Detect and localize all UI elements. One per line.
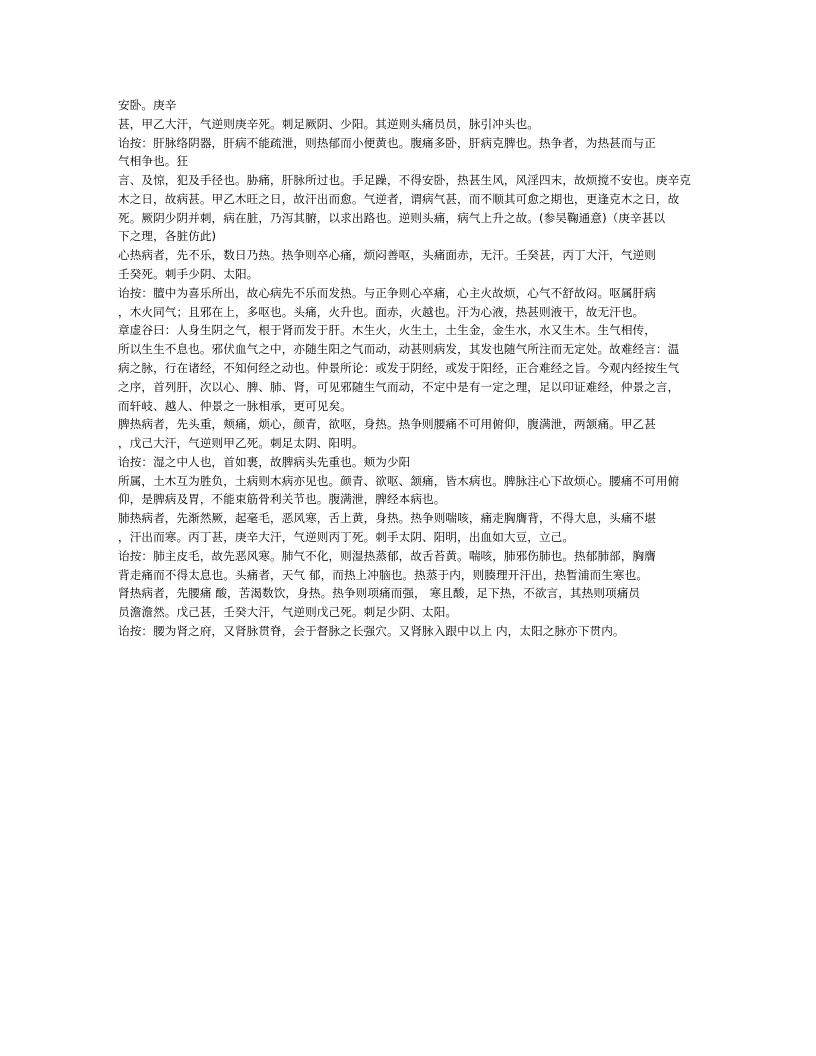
text-line: 诒按：肺主皮毛，故先恶风寒。肺气不化，则湿热蒸郁，故舌苔黄。喘咳，肺邪伤肺也。热郁肺部，胸膺 xyxy=(118,548,656,563)
text-line: 木之日，故病甚。甲乙木旺之日，故汗出而愈。气逆者，谓病气甚，而不顺其可愈之期也，更逢克木之日，故 xyxy=(118,191,680,206)
text-line: 诒按：膻中为喜乐所出，故心病先不乐而发热。与正争则心卒痛，心主火故烦，心气不舒故闷。呕属肝病 xyxy=(118,285,656,300)
text-line: 下之理，各脏仿此) xyxy=(118,229,217,244)
text-line: 甚，甲乙大汗，气逆则庚辛死。刺足厥阴、少阳。其逆则头痛员员，脉引冲头也。 xyxy=(118,116,539,131)
text-line: 言、及惊，犯及手径也。胁痛，肝脉所过也。手足躁，不得安卧，热甚生风，风淫四末，故烦搅不安也。庚辛克 xyxy=(118,173,691,188)
text-line: 肺热病者，先渐然厥，起毫毛，恶风寒，舌上黄，身热。热争则喘咳，痛走胸膺背，不得大息，头痛不堪 xyxy=(118,511,656,526)
text-line: 背走痛而不得太息也。头痛者，天气 郁，而热上冲脑也。热蒸于内，则腠理开汗出，热暂浦而生寒也。 xyxy=(118,567,649,582)
text-line: 员澹澹然。戊己甚，壬癸大汗，气逆则戊己死。刺足少阴、太阳。 xyxy=(118,605,458,620)
text-line: 诒按：湿之中人也，首如裹，故脾病头先重也。颊为少阳 xyxy=(118,454,411,469)
text-line: 诒按：肝脉络阴器，肝病不能疏泄，则热郁而小便黄也。腹痛多卧，肝病克脾也。热争者，为热甚而与正 xyxy=(118,135,656,150)
document-text-body xyxy=(118,96,698,641)
text-line: 病之脉，行在诸经，不知何经之动也。仲景所论：或发于阴经，或发于阳经，正合难经之旨。今观内经按生气 xyxy=(118,360,680,375)
text-line: 章虚谷曰：人身生阴之气，根于肾而发于肝。木生火，火生土，土生金，金生水，水又生木。生气相传， xyxy=(118,323,656,338)
text-line: ，木火同气；且邪在上，多呕也。头痛，火升也。面赤，火越也。汗为心液，热甚则液干，故无汗也。 xyxy=(118,304,645,319)
text-line: 仰，是脾病及胃，不能束筋骨利关节也。腹满泄，脾经本病也。 xyxy=(118,492,446,507)
text-line: 所以生生不息也。邪伏血气之中，亦随生阳之气而动，动甚则病发，其发也随气所注而无定处。故难经言：温 xyxy=(118,342,680,357)
text-line: 而轩岐、越人、仲景之一脉相承，更可见矣。 xyxy=(118,398,352,413)
text-line: 安卧。庚辛 xyxy=(118,98,177,112)
text-line: 脾热病者，先头重，颊痛，烦心，颜青，欲呕，身热。热争则腰痛不可用俯仰，腹满泄，两颔痛。甲乙甚 xyxy=(118,417,656,432)
text-line: 诒按：腰为肾之府，又肾脉贯脊，会于督脉之长强穴。又肾脉入跟中以上 内，太阳之脉亦下贯内。 xyxy=(118,623,625,638)
text-line: 之序，首列肝，次以心、脾、肺、肾，可见邪随生气而动，不定中是有一定之理，足以印证难经，仲景之言， xyxy=(118,379,680,394)
text-line: 所属，土木互为胜负，土病则木病亦见也。颜青、欲呕、颔痛，皆木病也。脾脉注心下故烦心。腰痛不可用俯 xyxy=(118,473,680,488)
text-line: 气相争也。狂 xyxy=(118,154,189,169)
text-line: 肾热病者，先腰痛 酸，苦渴数饮，身热。热争则项痛而强， 寒且酸，足下热，不欲言，其热则项痛员 xyxy=(118,586,641,601)
text-line: ，戊己大汗，气逆则甲乙死。刺足太阴、阳明。 xyxy=(118,436,364,451)
text-line: 壬癸死。刺手少阴、太阳。 xyxy=(118,267,259,282)
text-line: 心热病者，先不乐，数日乃热。热争则卒心痛，烦闷善呕，头痛面赤，无汗。壬癸甚，丙丁大汗，气逆则 xyxy=(118,248,656,263)
text-line: 死。厥阴少阴并刺，病在脏，乃泻其腑，以求出路也。逆则头痛，病气上升之故。(参吴鞠通意)（庚辛甚以 xyxy=(118,210,666,225)
text-line: ，汗出而寒。丙丁甚，庚辛大汗，气逆则丙丁死。刺手太阴、阳明，出血如大豆，立己。 xyxy=(118,529,575,544)
